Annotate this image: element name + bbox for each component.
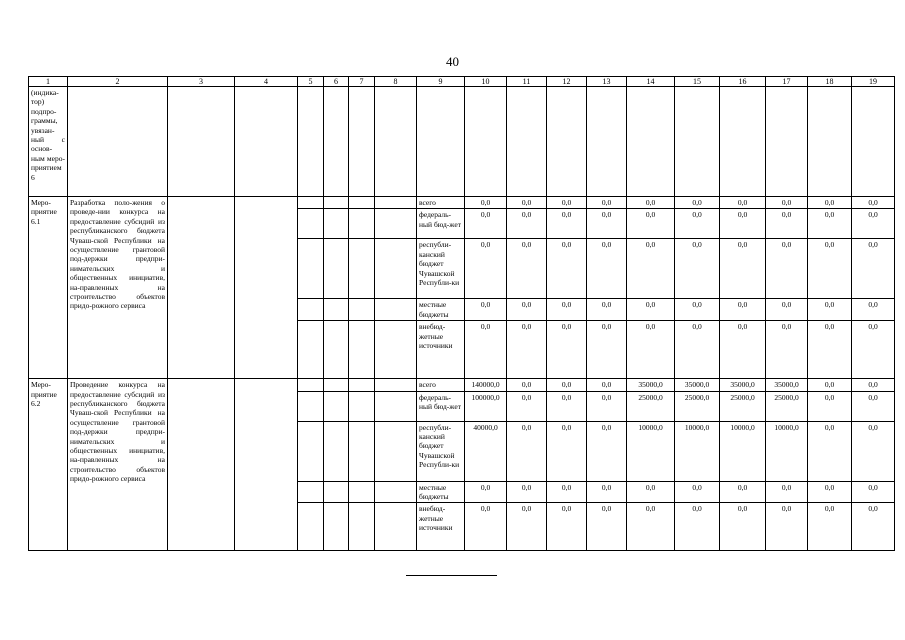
measure-description: Проведение конкурса на предоставление субсидий из республиканского бюджета Чуваш-ской Республики на осуществление грантовой под-держки предпри-нимательских и общественных инициатив, на-правленных на строительство объектов придо-рожного сервиса <box>68 379 168 551</box>
header-cell: 12 <box>547 77 587 87</box>
header-cell: 2 <box>68 77 168 87</box>
funding-source: республи-канский бюджет Чувашской Республи-ки <box>417 421 465 481</box>
funding-source: местные бюджеты <box>417 299 465 321</box>
amount-cell: 0,0 <box>627 239 675 299</box>
empty-cell <box>298 391 324 421</box>
empty-cell <box>324 321 349 379</box>
funding-source: федераль-ный бюд-жет <box>417 209 465 239</box>
amount-cell: 140000,0 <box>465 379 507 391</box>
amount-cell: 0,0 <box>547 321 587 379</box>
header-cell: 10 <box>465 77 507 87</box>
amount-cell: 0,0 <box>808 197 852 209</box>
amount-cell: 0,0 <box>507 239 547 299</box>
empty-cell <box>168 197 235 379</box>
empty-cell <box>298 209 324 239</box>
empty-cell <box>349 87 375 197</box>
amount-cell: 0,0 <box>627 503 675 551</box>
empty-cell <box>324 209 349 239</box>
empty-cell <box>507 87 547 197</box>
amount-cell: 0,0 <box>675 197 720 209</box>
empty-cell <box>375 481 417 503</box>
amount-cell: 0,0 <box>808 481 852 503</box>
amount-cell: 0,0 <box>507 209 547 239</box>
amount-cell: 0,0 <box>507 481 547 503</box>
funding-source: республи-канский бюджет Чувашской Республи-ки <box>417 239 465 299</box>
empty-cell <box>547 87 587 197</box>
amount-cell: 0,0 <box>465 197 507 209</box>
empty-cell <box>324 239 349 299</box>
amount-cell: 0,0 <box>852 481 895 503</box>
amount-cell: 0,0 <box>852 503 895 551</box>
funding-source: местные бюджеты <box>417 481 465 503</box>
amount-cell: 0,0 <box>507 197 547 209</box>
header-cell: 3 <box>168 77 235 87</box>
amount-cell: 35000,0 <box>720 379 766 391</box>
amount-cell: 0,0 <box>547 481 587 503</box>
amount-cell: 25000,0 <box>675 391 720 421</box>
amount-cell: 0,0 <box>465 239 507 299</box>
amount-cell: 0,0 <box>627 209 675 239</box>
amount-cell: 10000,0 <box>627 421 675 481</box>
amount-cell: 0,0 <box>852 379 895 391</box>
empty-cell <box>349 421 375 481</box>
amount-cell: 0,0 <box>808 391 852 421</box>
amount-cell: 0,0 <box>720 239 766 299</box>
amount-cell: 35000,0 <box>627 379 675 391</box>
amount-cell: 0,0 <box>587 239 627 299</box>
amount-cell: 0,0 <box>587 209 627 239</box>
header-cell: 4 <box>235 77 298 87</box>
amount-cell: 0,0 <box>766 321 808 379</box>
header-cell: 18 <box>808 77 852 87</box>
amount-cell: 0,0 <box>547 197 587 209</box>
empty-cell <box>349 197 375 209</box>
empty-cell <box>808 87 852 197</box>
empty-cell <box>324 197 349 209</box>
header-cell: 7 <box>349 77 375 87</box>
amount-cell: 0,0 <box>675 299 720 321</box>
amount-cell: 0,0 <box>808 421 852 481</box>
empty-cell <box>235 87 298 197</box>
amount-cell: 0,0 <box>675 239 720 299</box>
amount-cell: 25000,0 <box>766 391 808 421</box>
header-cell: 8 <box>375 77 417 87</box>
amount-cell: 0,0 <box>465 299 507 321</box>
amount-cell: 0,0 <box>852 197 895 209</box>
amount-cell: 0,0 <box>720 299 766 321</box>
amount-cell: 0,0 <box>720 197 766 209</box>
header-cell: 17 <box>766 77 808 87</box>
empty-cell <box>168 379 235 551</box>
empty-cell <box>298 299 324 321</box>
amount-cell: 0,0 <box>675 503 720 551</box>
empty-cell <box>298 239 324 299</box>
header-cell: 11 <box>507 77 547 87</box>
amount-cell: 0,0 <box>465 321 507 379</box>
amount-cell: 0,0 <box>547 299 587 321</box>
amount-cell: 0,0 <box>465 503 507 551</box>
empty-cell <box>375 421 417 481</box>
empty-cell <box>375 503 417 551</box>
amount-cell: 0,0 <box>766 503 808 551</box>
amount-cell: 0,0 <box>587 321 627 379</box>
amount-cell: 0,0 <box>766 209 808 239</box>
amount-cell: 0,0 <box>766 481 808 503</box>
amount-cell: 0,0 <box>627 299 675 321</box>
empty-cell <box>235 379 298 551</box>
amount-cell: 0,0 <box>675 209 720 239</box>
header-cell: 5 <box>298 77 324 87</box>
amount-cell: 0,0 <box>547 503 587 551</box>
amount-cell: 0,0 <box>507 421 547 481</box>
amount-cell: 0,0 <box>587 379 627 391</box>
amount-cell: 0,0 <box>675 321 720 379</box>
amount-cell: 0,0 <box>587 197 627 209</box>
program-table <box>28 76 895 551</box>
empty-cell <box>324 299 349 321</box>
amount-cell: 0,0 <box>808 299 852 321</box>
empty-cell <box>375 379 417 391</box>
empty-cell <box>852 87 895 197</box>
funding-source: внебюд-жетные источники <box>417 321 465 379</box>
empty-cell <box>324 503 349 551</box>
amount-cell: 0,0 <box>720 481 766 503</box>
empty-cell <box>168 87 235 197</box>
empty-cell <box>349 391 375 421</box>
amount-cell: 0,0 <box>547 379 587 391</box>
funding-source: всего <box>417 379 465 391</box>
measure-code: Меро-приятие 6.1 <box>29 197 68 379</box>
funding-source: внебюд-жетные источники <box>417 503 465 551</box>
amount-cell: 0,0 <box>720 209 766 239</box>
amount-cell: 0,0 <box>507 299 547 321</box>
empty-cell <box>375 197 417 209</box>
amount-cell: 35000,0 <box>675 379 720 391</box>
amount-cell: 0,0 <box>720 321 766 379</box>
empty-cell <box>375 391 417 421</box>
empty-cell <box>298 197 324 209</box>
empty-cell <box>349 379 375 391</box>
empty-cell <box>298 421 324 481</box>
amount-cell: 0,0 <box>507 391 547 421</box>
empty-cell <box>375 321 417 379</box>
amount-cell: 10000,0 <box>766 421 808 481</box>
empty-cell <box>298 321 324 379</box>
empty-cell <box>324 421 349 481</box>
amount-cell: 0,0 <box>852 321 895 379</box>
empty-cell <box>720 87 766 197</box>
empty-cell <box>375 299 417 321</box>
empty-cell <box>417 87 465 197</box>
indicator-row <box>29 87 895 197</box>
empty-cell <box>68 87 168 197</box>
amount-cell: 0,0 <box>852 239 895 299</box>
amount-cell: 0,0 <box>720 503 766 551</box>
empty-cell <box>298 503 324 551</box>
empty-cell <box>349 239 375 299</box>
amount-cell: 0,0 <box>766 197 808 209</box>
funding-row <box>29 379 895 391</box>
amount-cell: 0,0 <box>547 391 587 421</box>
empty-cell <box>375 87 417 197</box>
amount-cell: 0,0 <box>766 299 808 321</box>
amount-cell: 0,0 <box>808 209 852 239</box>
amount-cell: 0,0 <box>507 321 547 379</box>
empty-cell <box>298 87 324 197</box>
amount-cell: 0,0 <box>547 421 587 481</box>
header-cell: 15 <box>675 77 720 87</box>
amount-cell: 0,0 <box>547 239 587 299</box>
amount-cell: 0,0 <box>587 391 627 421</box>
amount-cell: 0,0 <box>675 481 720 503</box>
measure-description: Разработка поло-жения о проведе-нии конкурса на предоставление субсидий из республиканского бюджета Чуваш-ской Республики на осуществление грантовой под-держки предпри-нимательских и общественных инициатив, на-правленных на строительство объектов придо-рожного сервиса <box>68 197 168 379</box>
amount-cell: 0,0 <box>587 421 627 481</box>
amount-cell: 0,0 <box>587 503 627 551</box>
empty-cell <box>349 481 375 503</box>
empty-cell <box>675 87 720 197</box>
empty-cell <box>324 379 349 391</box>
amount-cell: 0,0 <box>852 391 895 421</box>
amount-cell: 0,0 <box>808 503 852 551</box>
empty-cell <box>324 391 349 421</box>
empty-cell <box>298 481 324 503</box>
header-cell: 19 <box>852 77 895 87</box>
empty-cell <box>349 209 375 239</box>
header-cell: 16 <box>720 77 766 87</box>
empty-cell <box>349 321 375 379</box>
measure-code: Меро-приятие 6.2 <box>29 379 68 551</box>
amount-cell: 40000,0 <box>465 421 507 481</box>
header-cell: 9 <box>417 77 465 87</box>
amount-cell: 0,0 <box>852 421 895 481</box>
header-cell: 1 <box>29 77 68 87</box>
empty-cell <box>298 379 324 391</box>
funding-row <box>29 197 895 209</box>
header-cell: 6 <box>324 77 349 87</box>
amount-cell: 35000,0 <box>766 379 808 391</box>
amount-cell: 10000,0 <box>675 421 720 481</box>
empty-cell <box>324 481 349 503</box>
amount-cell: 0,0 <box>808 379 852 391</box>
empty-cell <box>465 87 507 197</box>
empty-cell <box>627 87 675 197</box>
page-number: 40 <box>446 54 459 69</box>
empty-cell <box>349 503 375 551</box>
amount-cell: 0,0 <box>852 299 895 321</box>
amount-cell: 0,0 <box>627 197 675 209</box>
amount-cell: 10000,0 <box>720 421 766 481</box>
funding-source: федераль-ный бюд-жет <box>417 391 465 421</box>
empty-cell <box>375 209 417 239</box>
empty-cell <box>766 87 808 197</box>
amount-cell: 0,0 <box>852 209 895 239</box>
amount-cell: 0,0 <box>587 481 627 503</box>
amount-cell: 0,0 <box>627 481 675 503</box>
empty-cell <box>235 197 298 379</box>
header-row <box>29 77 895 87</box>
funding-source: всего <box>417 197 465 209</box>
amount-cell: 100000,0 <box>465 391 507 421</box>
footer-rule <box>406 575 497 576</box>
amount-cell: 0,0 <box>547 209 587 239</box>
indicator-label: (индика-тор) подпро-граммы, увязан-ный с основ-ным меро-приятием 6 <box>29 87 68 197</box>
amount-cell: 0,0 <box>627 321 675 379</box>
amount-cell: 25000,0 <box>720 391 766 421</box>
empty-cell <box>324 87 349 197</box>
amount-cell: 0,0 <box>808 239 852 299</box>
amount-cell: 0,0 <box>465 481 507 503</box>
header-cell: 13 <box>587 77 627 87</box>
empty-cell <box>587 87 627 197</box>
empty-cell <box>375 239 417 299</box>
amount-cell: 0,0 <box>808 321 852 379</box>
amount-cell: 0,0 <box>766 239 808 299</box>
amount-cell: 0,0 <box>507 379 547 391</box>
header-cell: 14 <box>627 77 675 87</box>
amount-cell: 0,0 <box>587 299 627 321</box>
empty-cell <box>349 299 375 321</box>
amount-cell: 0,0 <box>507 503 547 551</box>
amount-cell: 0,0 <box>465 209 507 239</box>
amount-cell: 25000,0 <box>627 391 675 421</box>
